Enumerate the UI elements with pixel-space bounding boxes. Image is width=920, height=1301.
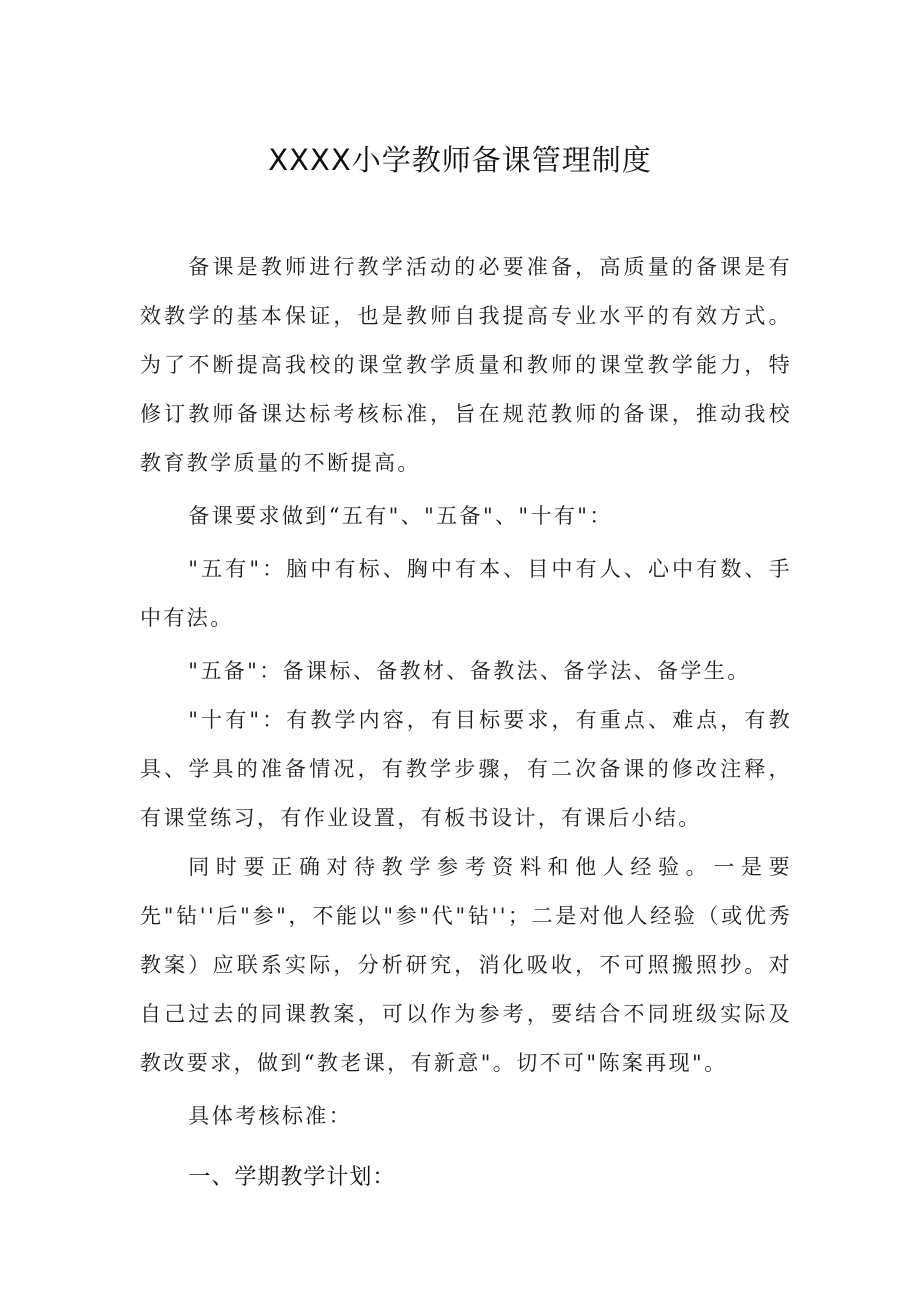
standards-intro-paragraph: 具体考核标准： [188,1104,353,1128]
requirements-paragraph: 备课要求做到“五有"、"五备"、"十有"： [188,504,613,528]
document-body [140,243,792,1202]
five-have-paragraph: "五有"：脑中有标、胸中有本、目中有人、心中有数、手中有法。 [140,557,792,630]
section-heading: 一、学期教学计划： [188,1165,396,1190]
ten-have-paragraph: "十有"：有教学内容，有目标要求，有重点、难点，有教具、学具的准备情况，有教学步骤，有二次备课的修改注释，有课堂练习，有作业设置，有板书设计，有课后小结。 [140,708,792,830]
five-prepare-paragraph: "五备"：备课标、备教材、备教法、备学法、备学生。 [188,659,751,683]
intro-paragraph: 备课是教师进行教学活动的必要准备，高质量的备课是有效教学的基本保证，也是教师自我提高专业水平的有效方式。为了不断提高我校的课堂教学质量和教师的课堂教学能力，特修订教师备课达标考核标准，旨在规范教师的备课，推动我校教育教学质量的不断提高。 [140,255,792,475]
document-title: XXXX小学教师备课管理制度 [268,143,652,177]
references-paragraph: 同时要正确对待教学参考资料和他人经验。一是要先"钻''后"参"，不能以"参"代"钻''；二是对他人经验（或优秀教案）应联系实际，分析研究，消化吸收，不可照搬照抄。对自己过去的同课教案，可以作为参考，要结合不同班级实际及教改要求，做到“教老课，有新意"。切不可"陈案再现"。 [140,855,792,1075]
